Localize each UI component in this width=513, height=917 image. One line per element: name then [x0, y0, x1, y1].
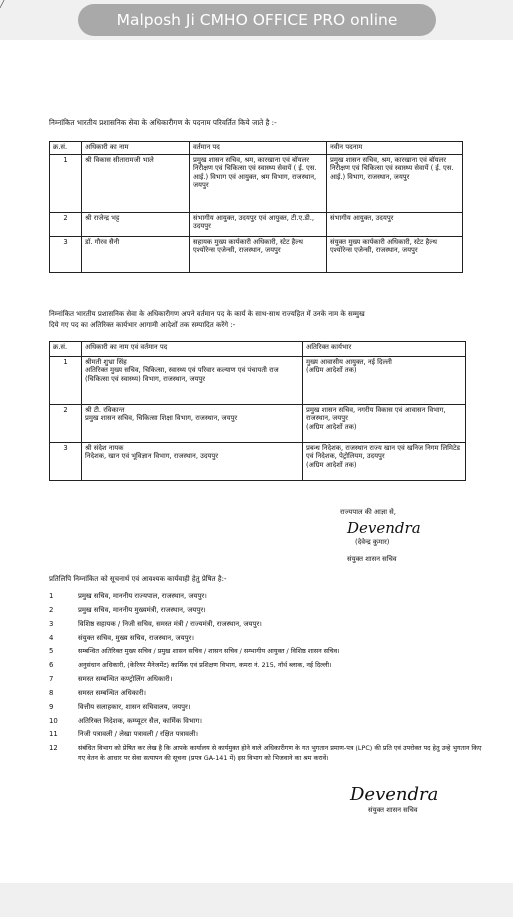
copy-list-number: 11: [49, 730, 58, 738]
designation-change-table: [49, 141, 463, 273]
copy-list-item: [49, 634, 469, 643]
table-header-cell: नवीन पदनाम: [327, 142, 463, 155]
copy-list-number: 5: [49, 647, 54, 655]
signatory-designation: संयुक्त शासन सचिव: [347, 555, 397, 563]
copy-to-intro: प्रतिलिपि निम्नांकित को सूचनार्थ एवं आवश्यक कार्यवाही हेतु प्रेषित है:-: [49, 575, 227, 583]
copy-list-item: [49, 703, 469, 712]
copy-list-number: 9: [49, 703, 54, 711]
copy-list-item: [49, 620, 469, 629]
officer-post: अतिरिक्त मुख्य सचिव, चिकित्सा, स्वास्थ्य एवं परिवार कल्याण एवं पंचायती राज (चिकित्सा एवं स्वास्थ्य) विभाग, राजस्थान, जयपुर: [85, 366, 279, 383]
copy-list-item: [49, 730, 469, 739]
corner-mark-icon: ╱: [0, 0, 5, 8]
copy-list-text: प्रमुख सचिव, माननीय मुख्यमंत्री, राजस्थान, जयपुर।: [78, 606, 206, 614]
title-chip: Malposh Ji CMHO OFFICE PRO online: [78, 4, 436, 36]
table-header-row: [50, 142, 463, 155]
officer-name-cell: श्री राजेन्द्र भट्ट: [82, 213, 190, 237]
signature-image: Devendra: [347, 519, 421, 537]
copy-list-number: 4: [49, 634, 54, 642]
current-post-cell: सहायक मुख्य कार्यकारी अधिकारी, स्टेट हैल्थ एश्योरेन्स एजेन्सी, राजस्थान, जयपुर: [190, 237, 327, 273]
copy-list-text: निजी पत्रावली / लेखा पत्रावली / रक्षित पत्रावली।: [78, 730, 199, 738]
copy-list-text: समस्त सम्बन्धित अधिकारी।: [78, 689, 147, 697]
table-header-cell: अधिकारी का नाम एवं वर्तमान पद: [82, 342, 303, 357]
officer-name: श्रीमती शुभ्रा सिंह: [85, 358, 127, 366]
until-further-orders-note: (अग्रिम आदेशों तक): [306, 422, 357, 431]
signatory-name: (देवेन्द्र कुमार): [355, 538, 390, 546]
order-by-governor: राज्यपाल की आज्ञा से,: [340, 508, 396, 516]
intro-paragraph-1: निम्नांकित भारतीय प्रशासनिक सेवा के अधिकारीगण के पदनाम परिवर्तित किये जाते है :-: [49, 118, 277, 127]
signatory-designation-2: संयुक्त शासन सचिव: [368, 806, 418, 814]
table-row: [50, 405, 466, 443]
table-row: [50, 443, 466, 481]
serial-cell: 2: [50, 213, 82, 237]
bottom-bar: [0, 883, 513, 917]
copy-list-text: सम्बन्धित अतिरिक्त मुख्य सचिव / प्रमुख शासन सचिव / शासन सचिव / सम्भागीय आयुक्त / विशिष्ठ शासन सचिव।: [78, 647, 340, 655]
copy-list-text: विशिष्ठ सहायक / निजी सचिव, समस्त मंत्री / राज्यमंत्री, राजस्थान, जयपुर।: [78, 620, 262, 628]
serial-cell: 2: [50, 405, 82, 443]
intro-paragraph-2-line-2: दिये गए पद का अतिरिक्त कार्यभार आगामी आदेशों तक सम्पादित करेंगे :-: [49, 321, 236, 329]
copy-list-item: [49, 592, 469, 601]
until-further-orders-note: (अग्रिम आदेशों तक): [306, 460, 357, 469]
new-designation-cell: संभागीय आयुक्त, उदयपुर: [327, 213, 463, 237]
table-header-cell: वर्तमान पद: [190, 142, 327, 155]
additional-charge-text: प्रबन्ध निदेशक, राजस्थान राज्य खान एवं खनिज निगम लिमिटेड एवं निदेशक, पेट्रोलियम, उदयपुर: [306, 444, 461, 461]
copy-list-text: संयुक्त सचिव, मुख्य सचिव, राजस्थान, जयपुर।: [78, 634, 194, 642]
signature-image-2: Devendra: [350, 784, 439, 805]
copy-list-text: प्रमुख सचिव, माननीय राज्यपाल, राजस्थान, जयपुर।: [78, 592, 207, 600]
copy-list-number: 10: [49, 717, 58, 725]
copy-list-text: वित्तीय सलाहकार, शासन सचिवालय, जयपुर।: [78, 703, 191, 711]
serial-cell: 3: [50, 443, 82, 481]
copy-list-text: अनुसंधान अधिकारी, (केरियर मैनेजमेंट) कार्मिक एवं प्रशिक्षण विभाग, कमरा नं. 215, नॉर्थ ब्लाक, नई दिल्ली।: [78, 661, 332, 669]
table-header-row: [50, 342, 466, 357]
additional-charge-cell: [303, 443, 466, 481]
table-row: [50, 357, 466, 405]
table-row: [50, 155, 463, 213]
copy-list-number: 8: [49, 689, 54, 697]
officer-cell: [82, 443, 303, 481]
officer-name: श्री टी. रविकान्त: [85, 406, 125, 414]
serial-cell: 3: [50, 237, 82, 273]
until-further-orders-note: (अग्रिम आदेशों तक): [306, 366, 357, 375]
serial-cell: 1: [50, 357, 82, 405]
top-bar: [0, 0, 513, 40]
document-page: [0, 40, 513, 883]
officer-cell: [82, 357, 303, 405]
copy-list-number: 2: [49, 606, 54, 614]
copy-list-item: [49, 689, 469, 698]
officer-name-cell: डॉ. गौरव सैनी: [82, 237, 190, 273]
additional-charge-cell: [303, 357, 466, 405]
table-header-cell: अधिकारी का नाम: [82, 142, 190, 155]
officer-name-cell: श्री विकास सीतारामजी भाले: [82, 155, 190, 213]
copy-list-item: [49, 647, 469, 656]
additional-charge-table: [49, 341, 466, 481]
copy-list-item: [49, 717, 469, 726]
copy-list-number: 3: [49, 620, 54, 628]
copy-list-item: [49, 675, 469, 684]
new-designation-cell: संयुक्त मुख्य कार्यकारी अधिकारी, स्टेट हैल्थ एश्योरेन्स एजेन्सी, राजस्थान, जयपुर: [327, 237, 463, 273]
table-row: [50, 237, 463, 273]
copy-list-item: [49, 744, 482, 774]
copy-list-text: संबंधित विभाग को प्रेषित कर लेख है कि आपके कार्यालय से कार्यमुक्त होने वाले अधिकारीगण के गत भुगतान प्रमाण-पत्र (LPC) की प्रति एवं उपरोक्त पद हेतु उन्हे भुगतान किए गए वेतन के आधार पर सेवा सत्यापन की सूचना (प्रपत्र GA-141 में) इस विभाग को भिजवाने का श्रम करावें।: [78, 744, 482, 762]
copy-list-text: अतिरिक्त निदेशक, कम्प्यूटर सैल, कार्मिक विभाग।: [78, 717, 202, 725]
table-row: [50, 213, 463, 237]
table-header-cell: अतिरिक्त कार्यभार: [303, 342, 466, 357]
serial-cell: 1: [50, 155, 82, 213]
copy-list-number: 7: [49, 675, 54, 683]
additional-charge-text: मुख्य आवासीय आयुक्त, नई दिल्ली: [306, 358, 392, 366]
additional-charge-cell: [303, 405, 466, 443]
officer-cell: [82, 405, 303, 443]
current-post-cell: प्रमुख शासन सचिव, श्रम, कारखाना एवं बॉयलर निरीक्षण एवं चिकित्सा एवं स्वास्थ्य सेवायें ( ई. एस. आई.) विभाग एवं आयुक्त, श्रम विभाग, राजस्थान, जयपुर: [190, 155, 327, 213]
copy-list-item: [49, 661, 469, 670]
table-header-cell: क्र.सं.: [50, 142, 82, 155]
copy-list-number: 12: [49, 744, 58, 752]
additional-charge-text: प्रमुख शासन सचिव, नगरीय विकास एवं आवासन विभाग, राजस्थान, जयपुर: [306, 406, 446, 423]
current-post-cell: संभागीय आयुक्त, उदयपुर एवं आयुक्त, टी.ए.डी., उदयपुर: [190, 213, 327, 237]
new-designation-cell: प्रमुख शासन सचिव, श्रम, कारखाना एवं बॉयलर निरीक्षण एवं चिकित्सा एवं स्वास्थ्य सेवायें ( ई. एस. आई.) विभाग, राजस्थान, जयपुर: [327, 155, 463, 213]
copy-list-number: 6: [49, 661, 54, 669]
officer-post: निदेशक, खान एवं भूविज्ञान विभाग, राजस्थान, उदयपुर: [85, 452, 219, 461]
table-header-cell: क्र.सं.: [50, 342, 82, 357]
copy-list-text: समस्त सम्बन्धित कण्ट्रोलिंग अधिकारी।: [78, 675, 173, 683]
intro-paragraph-2-line-1: निम्नांकित भारतीय प्रशासनिक सेवा के अधिकारीगण अपने वर्तमान पद के कार्य के साथ-साथ राज्यहित में उनके नाम के सम्मुख: [49, 310, 365, 318]
officer-post: प्रमुख शासन सचिव, चिकित्सा शिक्षा विभाग, राजस्थान, जयपुर: [85, 414, 238, 423]
officer-name: श्री संदेश नायक: [85, 444, 124, 452]
copy-list-item: [49, 606, 469, 615]
copy-list-number: 1: [49, 592, 54, 600]
